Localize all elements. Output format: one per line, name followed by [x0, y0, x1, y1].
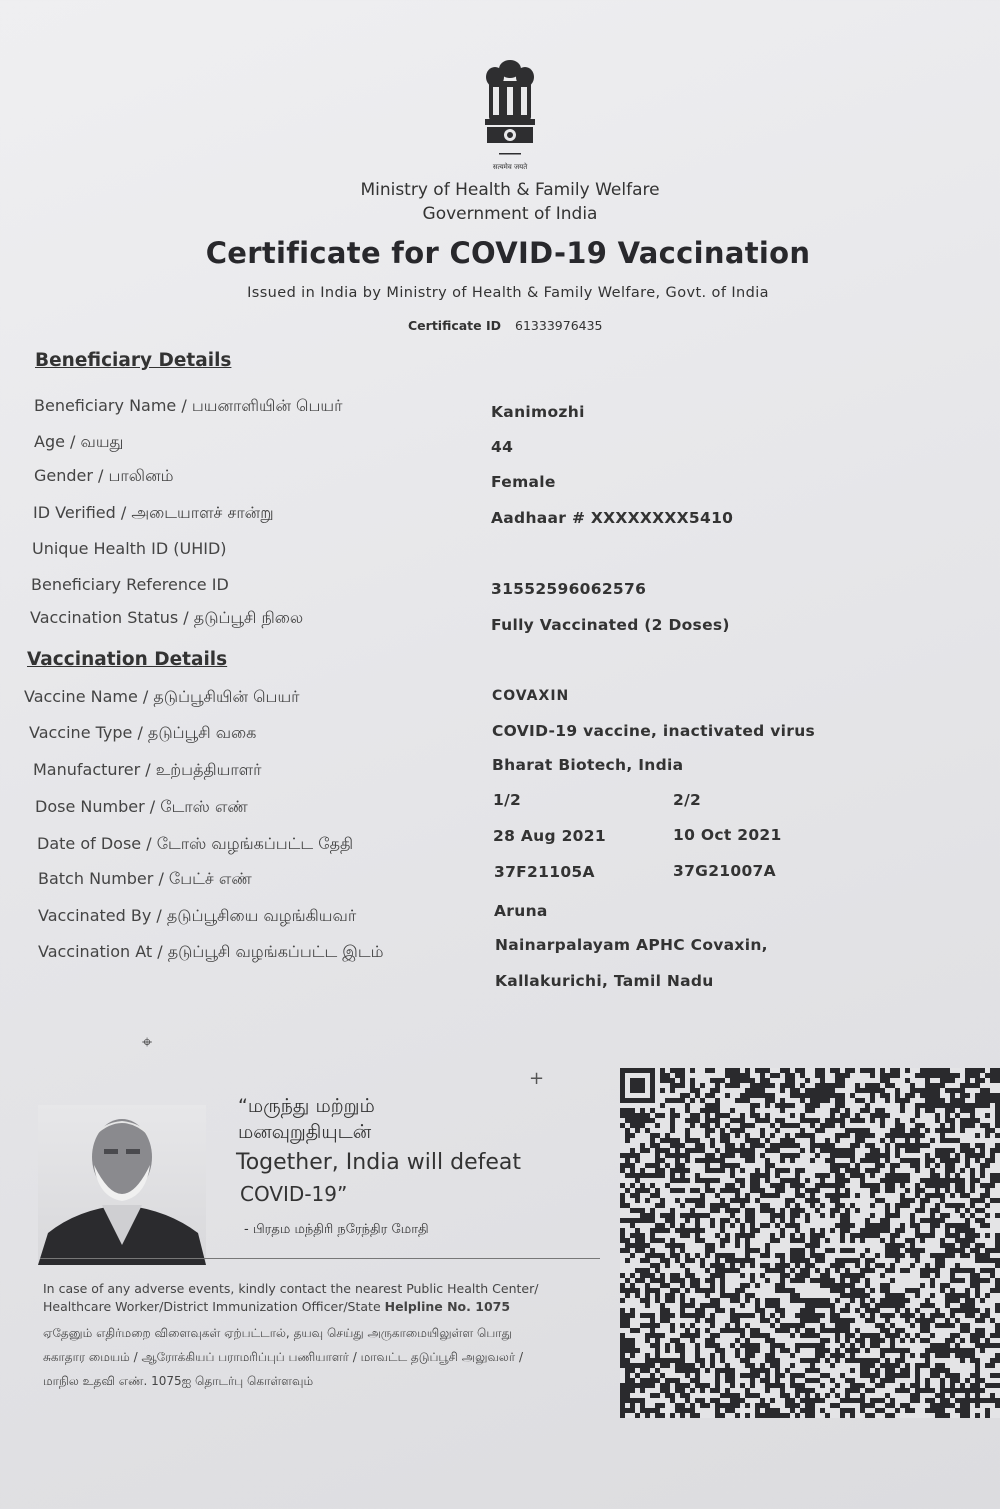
quote-english-line1: Together, India will defeat	[236, 1150, 521, 1175]
vaccination-at-label: Vaccination At / தடுப்பூசி வழங்கப்பட்ட இடம்	[38, 942, 384, 961]
adverse-events-note-tamil-line1: ஏதேனும் எதிர்மறை விளைவுகள் ஏற்பட்டால், தயவு செய்து அருகாமையிலுள்ள பொது	[43, 1326, 512, 1340]
certificate-id	[408, 318, 603, 333]
quote-tamil-line2: மனவுறுதியுடன்	[238, 1121, 372, 1143]
adverse-events-note-line2	[43, 1299, 510, 1314]
national-emblem-icon	[475, 55, 545, 173]
id-verified-value: Aadhaar # XXXXXXXX5410	[491, 509, 734, 527]
ministry-name: Ministry of Health & Family Welfare	[360, 180, 660, 200]
date-of-dose-label: Date of Dose / டோஸ் வழங்கப்பட்ட தேதி	[37, 834, 354, 853]
uhid-label: Unique Health ID (UHID)	[32, 539, 227, 558]
beneficiary-details-heading: Beneficiary Details	[35, 350, 232, 371]
vaccine-type-value: COVID-19 vaccine, inactivated virus	[492, 722, 816, 740]
qr-code[interactable]	[620, 1068, 1000, 1418]
dose-number-label: Dose Number / டோஸ் எண்	[35, 797, 248, 816]
gender-label: Gender / பாலினம்	[34, 466, 174, 485]
vaccination-details-heading: Vaccination Details	[27, 649, 228, 670]
dose-number-value-1: 1/2	[493, 791, 522, 809]
dose-number-value-2: 2/2	[673, 791, 702, 809]
gender-value: Female	[491, 473, 556, 491]
quote-tamil-line1: “மருந்து மற்றும்	[238, 1095, 375, 1117]
adverse-events-note-tamil-line3: மாநில உதவி எண். 1075ஐ தொடர்பு கொள்ளவும்	[43, 1374, 314, 1388]
date-of-dose-value-2: 10 Oct 2021	[673, 826, 782, 844]
adverse-events-note-line1: In case of any adverse events, kindly contact the nearest Public Health Center/	[43, 1281, 539, 1296]
certificate-id-value: 61333976435	[515, 318, 603, 333]
vaccine-name-label: Vaccine Name / தடுப்பூசியின் பெயர்	[24, 687, 300, 706]
vaccinated-by-value: Aruna	[494, 902, 548, 920]
quote-english-line2: COVID-19”	[240, 1182, 348, 1206]
age-label: Age / வயது	[34, 432, 124, 451]
issued-by-text: Issued in India by Ministry of Health & Family Welfare, Govt. of India	[247, 285, 769, 301]
print-mark: +	[529, 1068, 545, 1089]
emblem-motto: सत्यमेव जयते	[492, 163, 528, 171]
date-of-dose-value-1: 28 Aug 2021	[493, 827, 606, 845]
vaccination-status-label: Vaccination Status / தடுப்பூசி நிலை	[30, 608, 304, 627]
portrait-photo	[38, 1105, 206, 1265]
vaccination-status-value: Fully Vaccinated (2 Doses)	[491, 616, 730, 634]
batch-number-value-1: 37F21105A	[494, 863, 595, 881]
certificate-title: Certificate for COVID-19 Vaccination	[205, 236, 811, 270]
beneficiary-reference-id-value: 31552596062576	[491, 580, 647, 598]
manufacturer-value: Bharat Biotech, India	[492, 756, 684, 774]
certificate-id-label: Certificate ID	[408, 318, 502, 333]
vaccination-at-value: Nainarpalayam APHC Covaxin,	[495, 936, 768, 954]
beneficiary-name-value: Kanimozhi	[491, 403, 585, 421]
helpline-number: Helpline No. 1075	[384, 1299, 511, 1314]
quote-attribution: - பிரதம மந்திரி நரேந்திர மோதி	[244, 1222, 429, 1237]
adverse-events-note-tamil-line2: சுகாதார மையம் / ஆரோக்கியப் பராமரிப்புப் பணியாளர் / மாவட்ட தடுப்பூசி அலுவலர் /	[43, 1350, 524, 1364]
beneficiary-reference-id-label: Beneficiary Reference ID	[31, 575, 229, 594]
print-mark: ⌖	[142, 1032, 153, 1053]
government-name: Government of India	[422, 204, 598, 224]
batch-number-value-2: 37G21007A	[673, 862, 776, 880]
age-value: 44	[491, 438, 514, 456]
vaccine-type-label: Vaccine Type / தடுப்பூசி வகை	[29, 723, 257, 742]
manufacturer-label: Manufacturer / உற்பத்தியாளர்	[33, 760, 262, 779]
id-verified-label: ID Verified / அடையாளச் சான்று	[33, 503, 274, 522]
vaccinated-by-label: Vaccinated By / தடுப்பூசியை வழங்கியவர்	[38, 906, 357, 925]
beneficiary-name-label: Beneficiary Name / பயனாளியின் பெயர்	[34, 396, 343, 415]
divider	[40, 1258, 600, 1259]
vaccine-name-value: COVAXIN	[492, 688, 570, 704]
vaccination-at-value-line2: Kallakurichi, Tamil Nadu	[495, 972, 714, 990]
adverse-events-note-text: Healthcare Worker/District Immunization Officer/State	[43, 1299, 385, 1314]
batch-number-label: Batch Number / பேட்ச் எண்	[38, 869, 252, 888]
